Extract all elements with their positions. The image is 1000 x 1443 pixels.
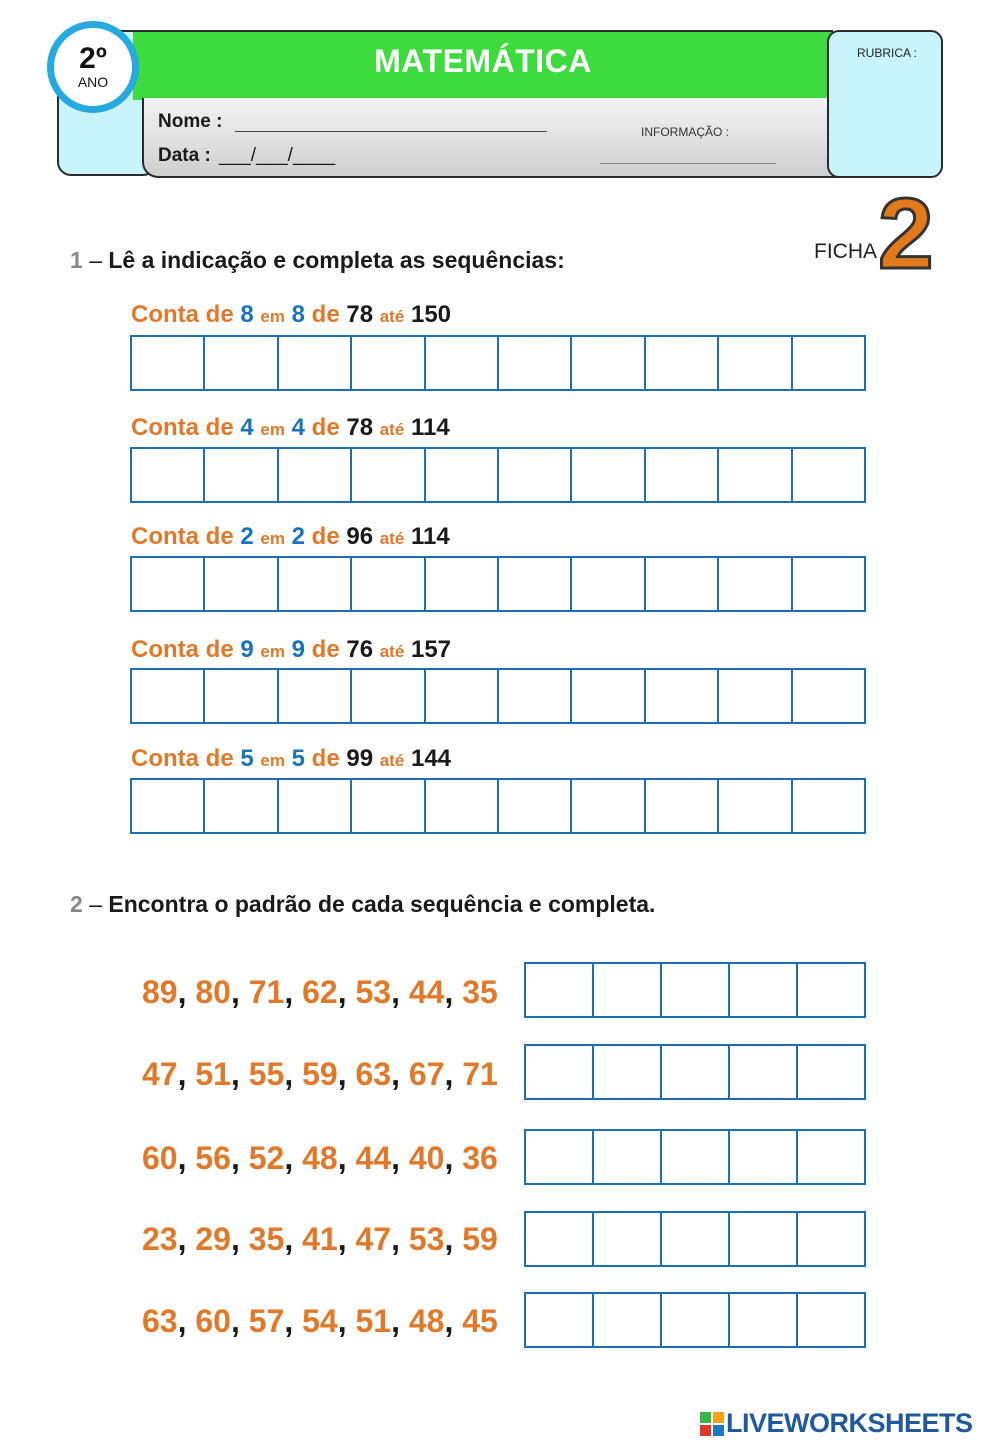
answer-box[interactable] <box>205 449 278 501</box>
sequence-number: 23 <box>142 1221 178 1257</box>
answer-row <box>524 1044 866 1100</box>
answer-box[interactable] <box>594 1213 662 1265</box>
start-value: 76 <box>346 636 374 663</box>
question-1-heading <box>70 247 565 274</box>
informacao-field[interactable] <box>600 163 776 164</box>
comma: , <box>230 1303 249 1339</box>
answer-box[interactable] <box>279 780 352 832</box>
end-value: 150 <box>410 301 452 328</box>
number-sequence <box>142 974 498 1011</box>
page-title: MATEMÁTICA <box>374 43 592 79</box>
answer-box[interactable] <box>279 337 352 389</box>
answer-box[interactable] <box>662 1046 730 1098</box>
answer-box[interactable] <box>132 558 205 610</box>
step-value-repeat: 8 <box>291 301 305 328</box>
answer-row <box>130 556 866 612</box>
answer-box[interactable] <box>499 780 572 832</box>
sequence-instruction <box>131 745 451 773</box>
sequence-number: 57 <box>248 1303 285 1339</box>
sequence-number: 59 <box>302 1056 338 1092</box>
conta-de-text: Conta de <box>131 636 234 663</box>
answer-box[interactable] <box>730 1294 798 1346</box>
sequence-number: 47 <box>355 1221 392 1257</box>
answer-box[interactable] <box>793 670 864 722</box>
answer-row <box>524 1292 866 1348</box>
number-sequence <box>142 1056 498 1093</box>
em-text: em <box>260 307 285 326</box>
comma: , <box>444 974 463 1010</box>
nome-label: Nome : <box>158 111 223 132</box>
ficha-number: 2 <box>878 178 934 290</box>
answer-box[interactable] <box>793 337 864 389</box>
comma: , <box>230 1140 249 1176</box>
start-value: 78 <box>346 301 374 328</box>
answer-box[interactable] <box>426 780 499 832</box>
em-text: em <box>260 751 285 770</box>
comma: , <box>284 1140 303 1176</box>
step-value: 4 <box>240 414 254 441</box>
answer-box[interactable] <box>646 670 719 722</box>
sequence-number: 71 <box>462 1056 498 1092</box>
data-field[interactable]: ___/___/____ <box>219 145 336 166</box>
answer-box[interactable] <box>352 780 425 832</box>
answer-box[interactable] <box>572 558 645 610</box>
number-sequence <box>142 1303 498 1340</box>
comma: , <box>177 1303 196 1339</box>
comma: , <box>230 1221 249 1257</box>
answer-row <box>130 447 866 503</box>
answer-box[interactable] <box>730 1213 798 1265</box>
answer-box[interactable] <box>798 1294 864 1346</box>
sequence-number: 29 <box>195 1221 231 1257</box>
answer-box[interactable] <box>499 558 572 610</box>
question-2-dash: – <box>89 891 102 917</box>
question-1-number: 1 <box>70 247 83 273</box>
sequence-number: 54 <box>302 1303 338 1339</box>
answer-box[interactable] <box>798 1213 864 1265</box>
answer-box[interactable] <box>572 449 645 501</box>
answer-box[interactable] <box>279 670 352 722</box>
answer-box[interactable] <box>793 558 864 610</box>
comma: , <box>444 1056 463 1092</box>
answer-box[interactable] <box>572 670 645 722</box>
answer-box[interactable] <box>572 337 645 389</box>
answer-box[interactable] <box>793 449 864 501</box>
step-value-repeat: 2 <box>291 523 305 550</box>
comma: , <box>230 974 249 1010</box>
sequence-number: 51 <box>195 1056 231 1092</box>
end-value: 114 <box>410 414 450 441</box>
answer-box[interactable] <box>132 337 205 389</box>
answer-box[interactable] <box>205 558 278 610</box>
comma: , <box>177 1140 196 1176</box>
sequence-number: 35 <box>462 974 498 1010</box>
comma: , <box>177 1056 196 1092</box>
answer-row <box>524 962 866 1018</box>
sequence-number: 53 <box>408 1221 445 1257</box>
comma: , <box>284 1221 303 1257</box>
answer-box[interactable] <box>594 964 662 1016</box>
comma: , <box>391 1140 409 1176</box>
comma: , <box>337 1303 356 1339</box>
sequence-number: 41 <box>302 1221 338 1257</box>
grade-badge <box>47 21 139 113</box>
answer-row <box>130 778 866 834</box>
ate-text: até <box>379 642 405 661</box>
step-value-repeat: 9 <box>291 636 305 663</box>
answer-box[interactable] <box>526 1046 594 1098</box>
sequence-number: 80 <box>195 974 231 1010</box>
answer-box[interactable] <box>719 780 792 832</box>
answer-box[interactable] <box>132 449 205 501</box>
question-1-text: Lê a indicação e completa as sequências: <box>108 247 565 273</box>
step-value: 9 <box>240 636 254 663</box>
sequence-number: 63 <box>142 1303 178 1339</box>
em-text: em <box>260 420 285 439</box>
answer-box[interactable] <box>205 670 278 722</box>
sequence-instruction <box>131 523 450 551</box>
de-text: de <box>311 414 340 441</box>
sequence-number: 36 <box>462 1140 498 1176</box>
answer-box[interactable] <box>526 1213 594 1265</box>
comma: , <box>391 1221 409 1257</box>
step-value: 8 <box>240 301 254 328</box>
answer-box[interactable] <box>352 558 425 610</box>
brand-name: LIVEWORKSHEETS <box>726 1408 973 1438</box>
step-value: 2 <box>240 523 254 550</box>
answer-box[interactable] <box>426 449 499 501</box>
comma: , <box>284 974 303 1010</box>
ate-text: até <box>379 751 405 770</box>
sequence-number: 71 <box>248 974 285 1010</box>
comma: , <box>444 1140 463 1176</box>
answer-row <box>130 668 866 724</box>
answer-box[interactable] <box>352 337 425 389</box>
data-label: Data : <box>158 145 211 166</box>
sequence-number: 52 <box>248 1140 285 1176</box>
de-text: de <box>311 636 340 663</box>
answer-box[interactable] <box>662 964 730 1016</box>
answer-box[interactable] <box>352 670 425 722</box>
rubrica-label: RUBRICA : <box>857 46 918 60</box>
answer-box[interactable] <box>572 780 645 832</box>
answer-box[interactable] <box>205 780 278 832</box>
grade-label: ANO <box>77 74 109 90</box>
question-1-dash: – <box>89 247 102 273</box>
answer-row <box>524 1211 866 1267</box>
comma: , <box>444 1221 463 1257</box>
conta-de-text: Conta de <box>131 414 234 441</box>
question-2-text: Encontra o padrão de cada sequência e completa. <box>108 891 656 917</box>
answer-box[interactable] <box>426 670 499 722</box>
answer-box[interactable] <box>499 670 572 722</box>
comma: , <box>337 1221 356 1257</box>
sequence-number: 67 <box>408 1056 445 1092</box>
grade-number: 2º <box>79 42 107 75</box>
comma: , <box>391 1303 409 1339</box>
answer-box[interactable] <box>426 558 499 610</box>
sequence-number: 48 <box>408 1303 445 1339</box>
sequence-number: 45 <box>462 1303 498 1339</box>
comma: , <box>230 1056 249 1092</box>
answer-box[interactable] <box>279 449 352 501</box>
sequence-number: 55 <box>248 1056 285 1092</box>
answer-box[interactable] <box>798 964 864 1016</box>
answer-box[interactable] <box>526 964 594 1016</box>
sequence-number: 63 <box>355 1056 392 1092</box>
answer-box[interactable] <box>646 780 719 832</box>
answer-box[interactable] <box>426 337 499 389</box>
step-value-repeat: 4 <box>291 414 305 441</box>
em-text: em <box>260 642 285 661</box>
comma: , <box>391 974 409 1010</box>
conta-de-text: Conta de <box>131 523 234 550</box>
start-value: 78 <box>346 414 374 441</box>
answer-box[interactable] <box>646 337 719 389</box>
informacao-label: INFORMAÇÃO : <box>641 125 730 139</box>
answer-box[interactable] <box>646 558 719 610</box>
sequence-instruction <box>131 301 451 329</box>
comma: , <box>284 1303 303 1339</box>
sequence-number: 59 <box>462 1221 498 1257</box>
answer-box[interactable] <box>594 1046 662 1098</box>
brand-mark-icon <box>700 1412 724 1436</box>
answer-box[interactable] <box>132 670 205 722</box>
answer-box[interactable] <box>526 1294 594 1346</box>
answer-box[interactable] <box>646 449 719 501</box>
answer-box[interactable] <box>662 1294 730 1346</box>
answer-box[interactable] <box>526 1131 594 1183</box>
sequence-instruction <box>131 636 451 664</box>
question-2-heading <box>70 891 655 918</box>
sequence-number: 56 <box>195 1140 231 1176</box>
de-text: de <box>311 523 340 550</box>
answer-box[interactable] <box>730 964 798 1016</box>
number-sequence <box>142 1221 498 1258</box>
number-sequence <box>142 1140 498 1177</box>
answer-box[interactable] <box>352 449 425 501</box>
sequence-number: 60 <box>195 1303 231 1339</box>
answer-box[interactable] <box>594 1294 662 1346</box>
sequence-number: 60 <box>142 1140 178 1176</box>
sequence-number: 47 <box>142 1056 178 1092</box>
comma: , <box>391 1056 409 1092</box>
comma: , <box>337 1140 356 1176</box>
answer-box[interactable] <box>499 449 572 501</box>
ficha-label: FICHA <box>814 240 877 263</box>
ate-text: até <box>379 420 405 439</box>
comma: , <box>284 1056 303 1092</box>
end-value: 114 <box>410 523 450 550</box>
answer-box[interactable] <box>730 1131 798 1183</box>
start-value: 96 <box>346 523 374 550</box>
comma: , <box>177 974 196 1010</box>
answer-row <box>130 335 866 391</box>
answer-box[interactable] <box>719 558 792 610</box>
sequence-number: 53 <box>355 974 392 1010</box>
sequence-number: 51 <box>355 1303 392 1339</box>
comma: , <box>177 1221 196 1257</box>
comma: , <box>337 974 356 1010</box>
ate-text: até <box>379 529 405 548</box>
answer-box[interactable] <box>798 1131 864 1183</box>
de-text: de <box>311 745 340 772</box>
answer-box[interactable] <box>205 337 278 389</box>
end-value: 144 <box>410 745 452 772</box>
sequence-number: 89 <box>142 974 178 1010</box>
comma: , <box>337 1056 356 1092</box>
answer-box[interactable] <box>279 558 352 610</box>
em-text: em <box>260 529 285 548</box>
answer-box[interactable] <box>662 1213 730 1265</box>
answer-box[interactable] <box>594 1131 662 1183</box>
answer-box[interactable] <box>499 337 572 389</box>
comma: , <box>444 1303 463 1339</box>
answer-box[interactable] <box>793 780 864 832</box>
answer-box[interactable] <box>730 1046 798 1098</box>
answer-box[interactable] <box>798 1046 864 1098</box>
sequence-number: 62 <box>302 974 338 1010</box>
conta-de-text: Conta de <box>131 745 234 772</box>
step-value: 5 <box>240 745 254 772</box>
answer-box[interactable] <box>719 337 792 389</box>
conta-de-text: Conta de <box>131 301 234 328</box>
start-value: 99 <box>346 745 374 772</box>
liveworksheets-logo <box>700 1408 973 1439</box>
sequence-number: 48 <box>302 1140 338 1176</box>
sequence-number: 40 <box>408 1140 445 1176</box>
nome-field[interactable] <box>235 131 547 132</box>
sequence-instruction <box>131 414 450 442</box>
sequence-number: 44 <box>355 1140 392 1176</box>
step-value-repeat: 5 <box>291 745 305 772</box>
sequence-number: 44 <box>408 974 445 1010</box>
answer-box[interactable] <box>132 780 205 832</box>
answer-box[interactable] <box>719 449 792 501</box>
answer-row <box>524 1129 866 1185</box>
question-2-number: 2 <box>70 891 83 917</box>
end-value: 157 <box>410 636 452 663</box>
de-text: de <box>311 301 340 328</box>
ate-text: até <box>379 307 405 326</box>
answer-box[interactable] <box>662 1131 730 1183</box>
sequence-number: 35 <box>248 1221 285 1257</box>
answer-box[interactable] <box>719 670 792 722</box>
